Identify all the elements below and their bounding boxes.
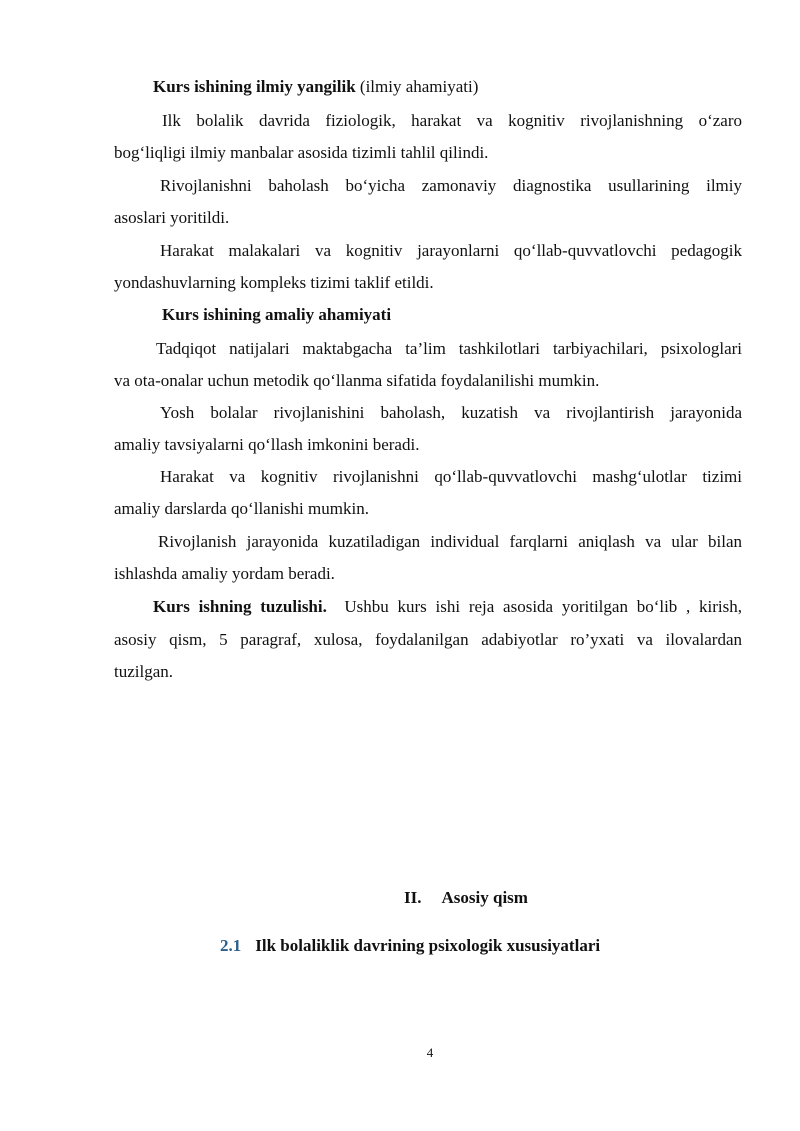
paragraph-line: asoslari yoritildi.	[114, 208, 230, 227]
section-heading	[220, 935, 600, 957]
paragraph-line: Tadqiqot natijalari maktabgacha ta’lim tashkilotlari tarbiyachilari, psixologlari	[156, 339, 742, 358]
practical-heading: Kurs ishining amaliy ahamiyati	[162, 305, 392, 324]
structure-heading: Kurs ishning tuzulishi.	[153, 597, 327, 616]
paragraph-line: ishlashda amaliy yordam beradi.	[114, 564, 335, 583]
main-part-heading	[0, 888, 800, 908]
main-part-title: Asosiy qism	[441, 888, 528, 907]
section-title: Ilk bolaliklik davrining psixologik xususiyatlari	[255, 936, 601, 955]
paragraph-line: Harakat malakalari va kognitiv jarayonlarni qo‘llab-quvvatlovchi pedagogik	[160, 241, 742, 260]
novelty-heading-line	[153, 76, 478, 98]
paragraph-line: Yosh bolalar rivojlanishini baholash, kuzatish va rivojlantirish jarayonida	[160, 403, 742, 422]
novelty-heading-suffix: (ilmiy ahamiyati)	[355, 77, 479, 96]
paragraph-line: Rivojlanishni baholash bo‘yicha zamonaviy diagnostika usullarining ilmiy	[160, 176, 742, 195]
main-part-number: II.	[404, 888, 422, 907]
paragraph-line: tuzilgan.	[114, 662, 174, 681]
paragraph-line: Rivojlanish jarayonida kuzatiladigan individual farqlarni aniqlash va ular bilan	[158, 532, 742, 551]
section-number: 2.1	[220, 936, 242, 955]
paragraph-line: va ota-onalar uchun metodik qo‘llanma sifatida foydalanilishi mumkin.	[114, 371, 600, 390]
paragraph-line: bog‘liqligi ilmiy manbalar asosida tizimli tahlil qilindi.	[114, 143, 489, 162]
novelty-heading: Kurs ishining ilmiy yangilik	[153, 77, 356, 96]
paragraph-line: amaliy darslarda qo‘llanishi mumkin.	[114, 499, 369, 518]
structure-line: Kurs ishning tuzulishi. Ushbu kurs ishi reja asosida yoritilgan bo‘lib , kirish,	[153, 597, 743, 616]
page-number: 4	[426, 1045, 434, 1060]
paragraph-line: Harakat va kognitiv rivojlanishni qo‘llab-quvvatlovchi mashg‘ulotlar tizimi	[160, 467, 742, 486]
paragraph-line: amaliy tavsiyalarni qo‘llash imkonini beradi.	[114, 435, 420, 454]
paragraph-line: asosiy qism, 5 paragraf, xulosa, foydalanilgan adabiyotlar ro’yxati va ilovalardan	[114, 630, 742, 649]
paragraph-line: Ilk bolalik davrida fiziologik, harakat va kognitiv rivojlanishning o‘zaro	[162, 111, 742, 130]
paragraph-line: yondashuvlarning kompleks tizimi taklif etildi.	[114, 273, 434, 292]
